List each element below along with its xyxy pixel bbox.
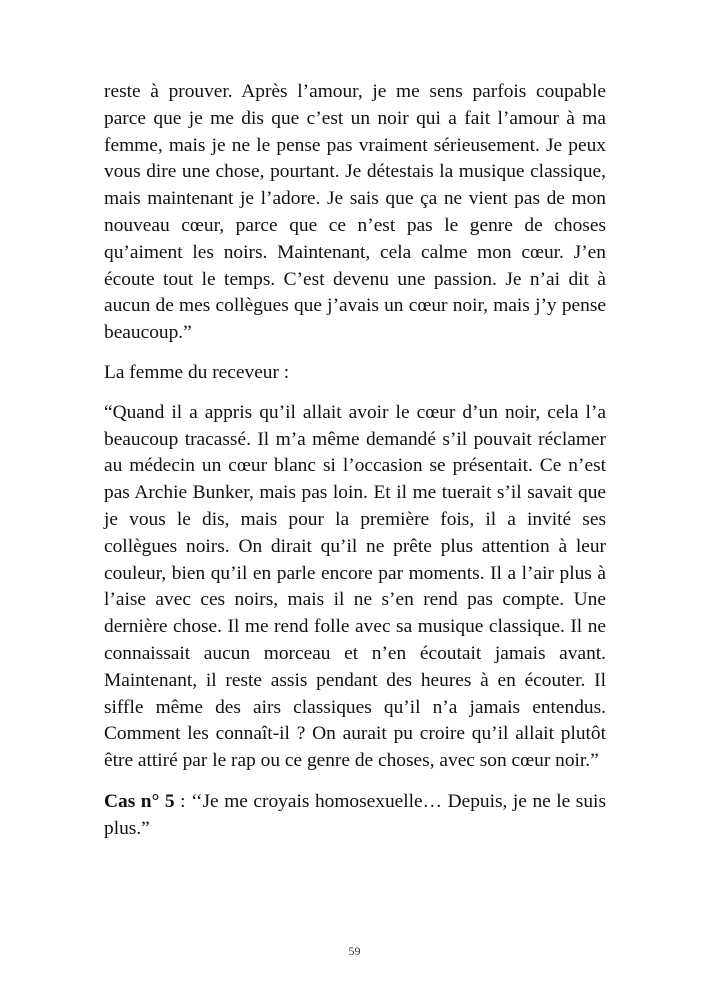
- case-title: : ‘‘Je me croyais homosexuelle… Depuis, je ne le suis plus.”: [104, 790, 606, 839]
- page-body: [104, 79, 606, 856]
- paragraph-speaker-label: La femme du receveur :: [104, 361, 290, 383]
- paragraph-wife-testimony: “Quand il a appris qu’il allait avoir le cœur d’un noir, cela l’a beaucoup tracassé. Il m’a même demandé s’il pouvait réclamer au médecin un cœur blanc si l’occasion se présentait. Ce n’est pas Archie Bunker, mais pas loin. Et il me tuerait s’il savait que je vous le dis, mais pour la première fois, il a invité ses collègues noirs. On dirait qu’il ne prête plus attention à leur couleur, bien qu’il en parle encore par moments. Il a l’air plus à l’aise avec ces noirs, mais il ne s’en rend pas compte. Une dernière chose. Il me rend folle avec sa musique classique. Il ne connaissait aucun morceau et n’en écoutait jamais avant. Maintenant, il reste assis pendant des heures à en écouter. Il siffle même des airs classiques qu’il n’a jamais entendus. Comment les connaît-il ? On aurait pu croire qu’il allait plutôt être attiré par le rap ou ce genre de choses, avec son cœur noir.”: [104, 401, 606, 772]
- case-label: Cas n° 5: [104, 790, 175, 812]
- paragraph-case-heading: [104, 789, 606, 843]
- paragraph-testimony-end: reste à prouver. Après l’amour, je me sens parfois coupable parce que je me dis que c’est un noir qui a fait l’amour à ma femme, mais je ne le pense pas vraiment sérieusement. Je peux vous dire une chose, pourtant. Je détestais la musique classique, mais maintenant je l’adore. Je sais que ça ne vient pas de mon nouveau cœur, parce que ce n’est pas le genre de choses qu’aiment les noirs. Maintenant, cela calme mon cœur. J’en écoute tout le temps. C’est devenu une passion. Je n’ai dit à aucun de mes collègues que j’avais un cœur noir, mais j’y pense beaucoup.”: [104, 81, 606, 344]
- page-number: 59: [348, 944, 361, 958]
